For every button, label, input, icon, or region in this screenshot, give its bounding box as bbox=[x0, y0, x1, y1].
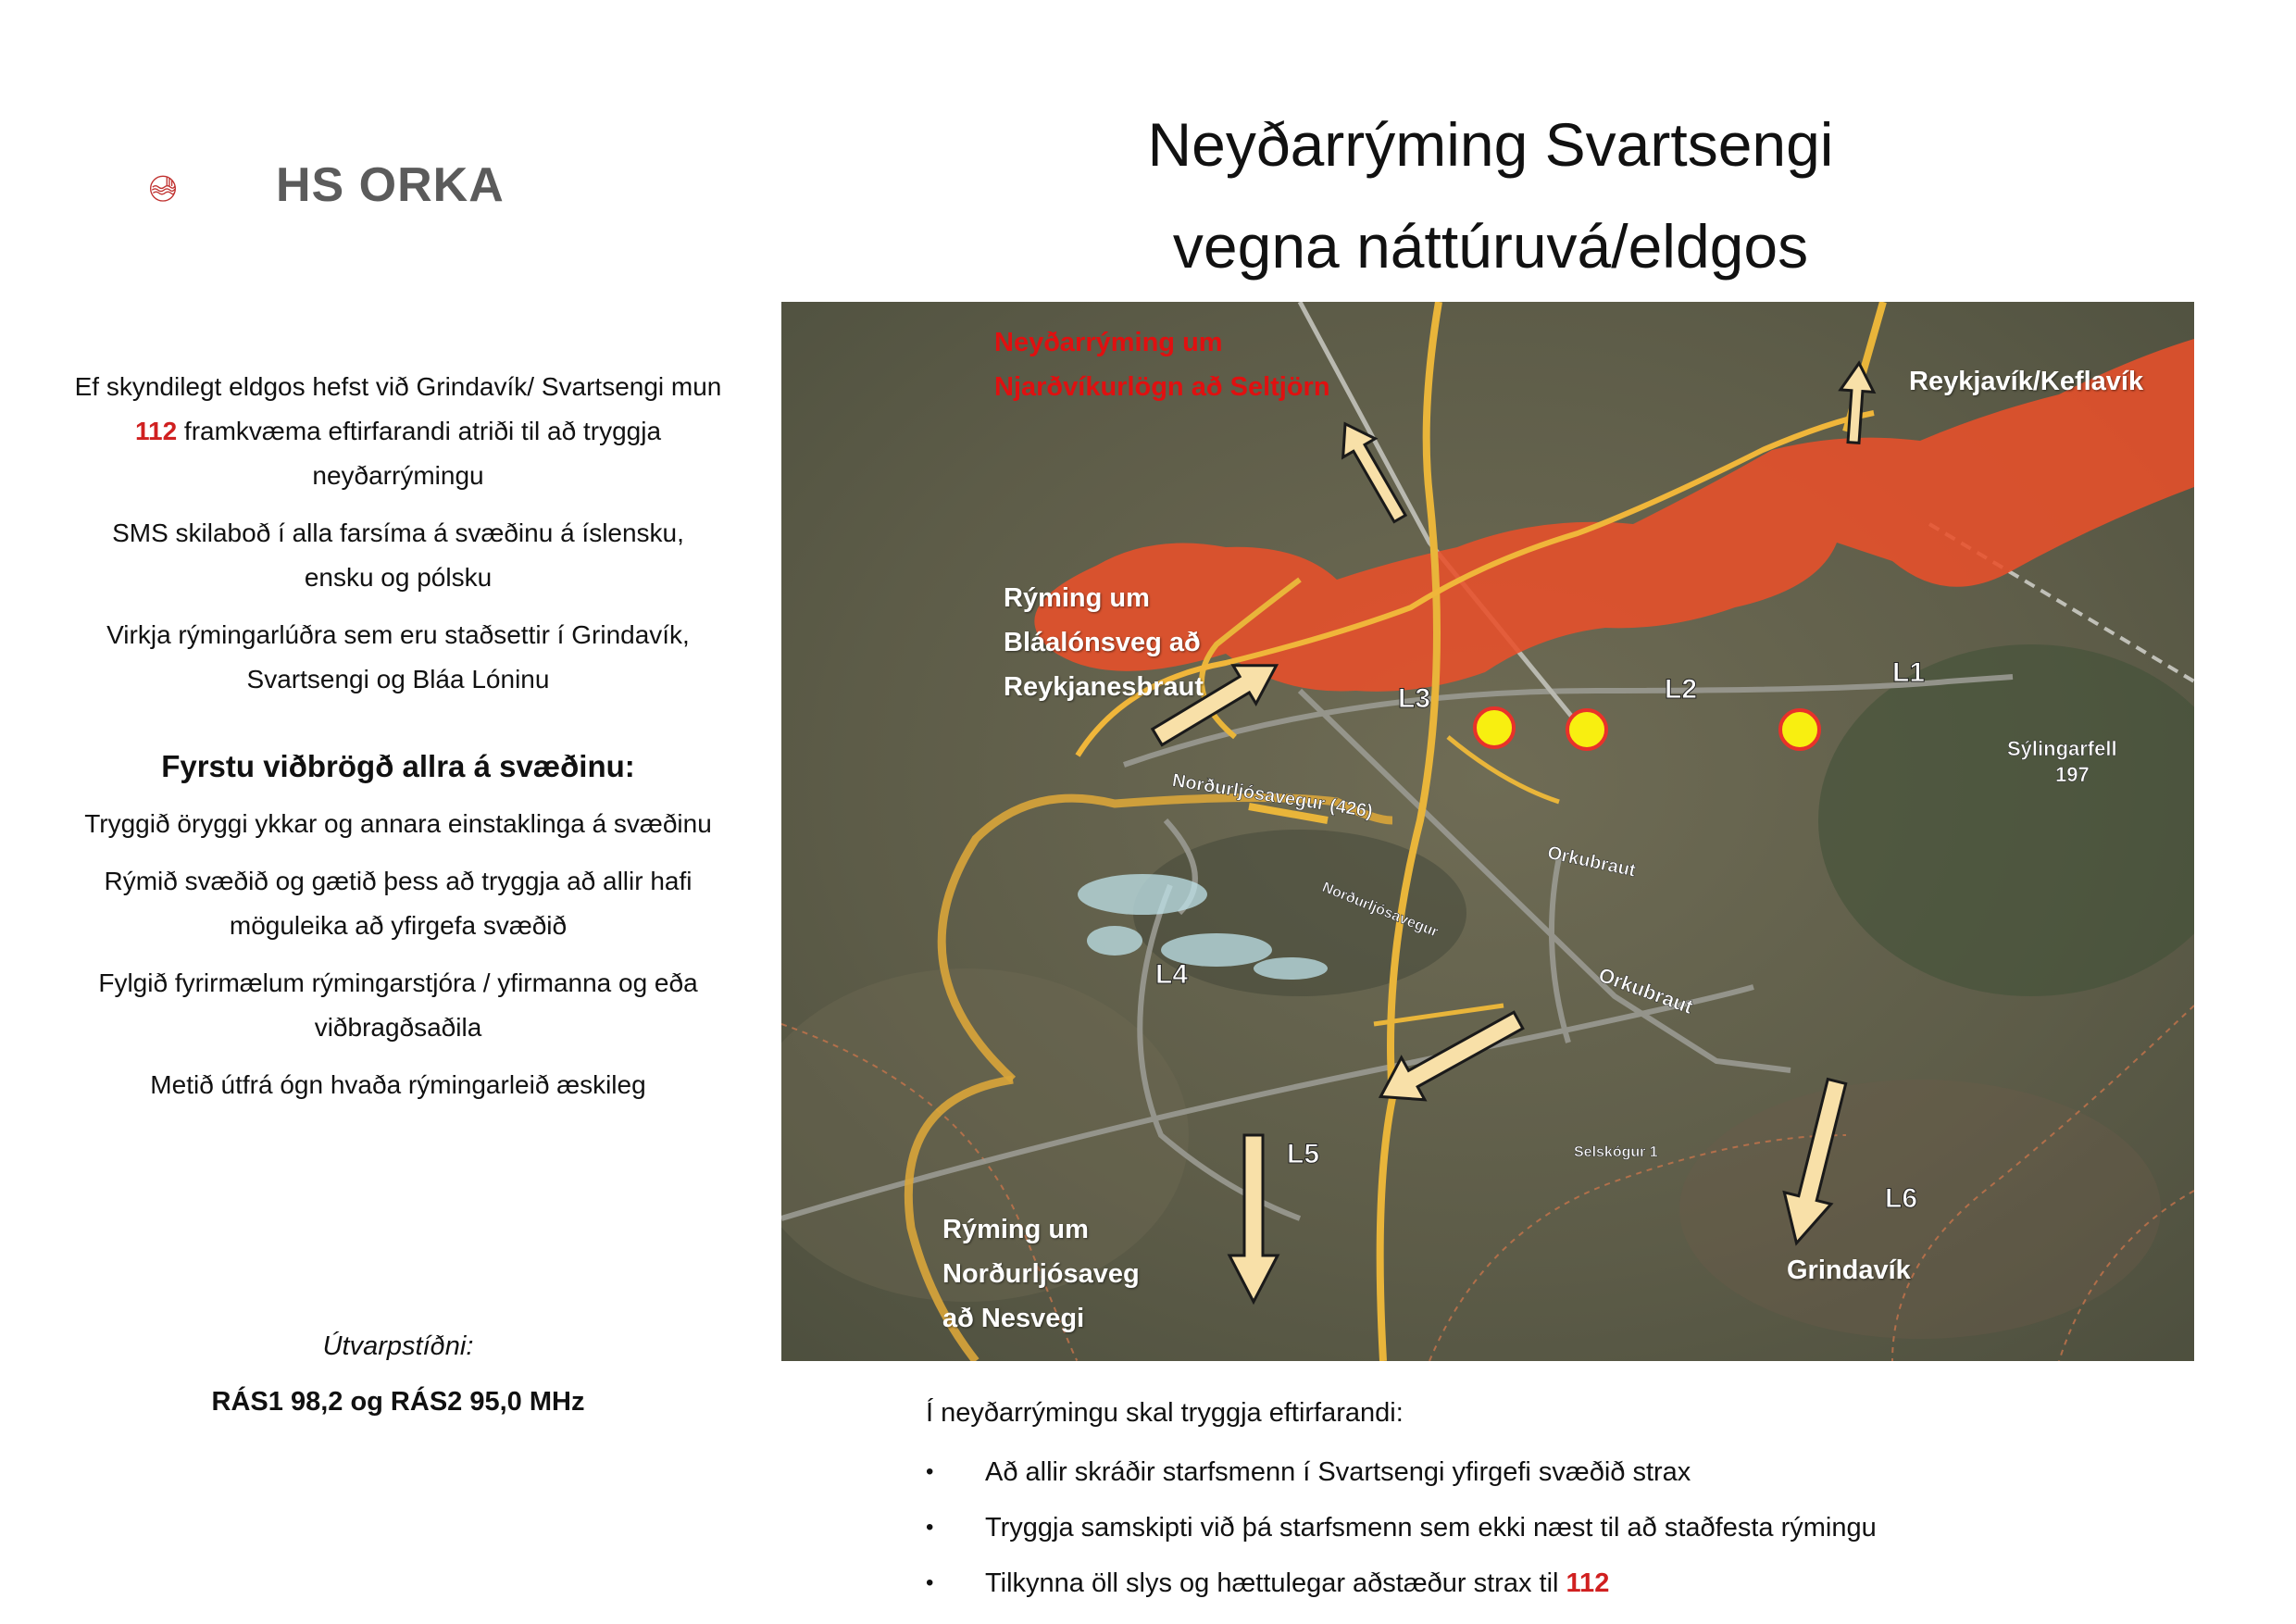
assembly-marker bbox=[1780, 710, 1819, 749]
intro-paragraph-3: Virkja rýmingarlúðra sem eru staðsettir í Grindavík, Svartsengi og Bláa Lóninu bbox=[106, 620, 690, 693]
map-label-line: Norðurljósaveg bbox=[942, 1259, 1140, 1289]
mountain-height: 197 bbox=[2055, 763, 2090, 786]
intro-paragraph-1: Ef skyndilegt eldgos hefst við Grindavík/ Svartsengi mun 112 framkvæma eftirfarandi atriði til að tryggja neyðarrýmingu bbox=[74, 372, 722, 490]
map-label-line: Njarðvíkurlögn að Seltjörn bbox=[994, 372, 1330, 402]
route-code-l1: L1 bbox=[1892, 657, 1926, 688]
map-label-nordurljosa bbox=[942, 1207, 1140, 1341]
route-code-l6: L6 bbox=[1885, 1183, 1918, 1214]
route-code-l3: L3 bbox=[1398, 683, 1431, 714]
map-label-emergency bbox=[994, 320, 1330, 409]
assembly-marker bbox=[1475, 708, 1514, 747]
bullet-item: • Tilkynna öll slys og hættulegar aðstæður strax til 112 bbox=[926, 1561, 1877, 1617]
page-title-line1: Neyðarrýming Svartsengi bbox=[1147, 110, 1834, 179]
evacuation-map bbox=[781, 302, 2194, 1361]
radio-label: Útvarpstíðni: bbox=[322, 1331, 474, 1361]
road-name-nordurljosavegur-426: Norðurljósavegur (426) bbox=[1170, 770, 1375, 822]
mountain-name: Sýlingarfell bbox=[2007, 737, 2117, 760]
page-title-line2: vegna náttúruvá/eldgos bbox=[1172, 212, 1809, 281]
first-response-item: Metið útfrá ógn hvaða rýmingarleið æskileg bbox=[150, 1070, 646, 1099]
bottom-bullets bbox=[926, 1450, 1877, 1617]
map-label-grindavik: Grindavík bbox=[1787, 1255, 1911, 1285]
route-code-l2: L2 bbox=[1665, 674, 1698, 705]
road-name-orkubraut-south: Orkubraut bbox=[1595, 963, 1696, 1018]
intro-paragraph-2: SMS skilaboð í alla farsíma á svæðinu á íslensku, ensku og pólsku bbox=[112, 518, 684, 592]
map-label-line: Rýming um bbox=[1004, 583, 1150, 613]
assembly-marker bbox=[1567, 710, 1606, 749]
map-label-line: Neyðarrýming um bbox=[994, 328, 1223, 357]
map-label-line: að Nesvegi bbox=[942, 1304, 1085, 1333]
farm-name: Selskógur 1 bbox=[1574, 1144, 1658, 1160]
map-label-reykjavik: Reykjavík/Keflavík bbox=[1909, 367, 2144, 396]
map-label-line: Bláalónsveg að bbox=[1004, 628, 1201, 657]
terrain-patch bbox=[1679, 1080, 2161, 1339]
road-name-orkubraut: Orkubraut bbox=[1545, 843, 1638, 881]
first-response-item: Tryggið öryggi ykkar og annara einstaklinga á svæðinu bbox=[84, 809, 712, 838]
radio-frequencies: RÁS1 98,2 og RÁS2 95,0 MHz bbox=[211, 1387, 585, 1417]
route-code-l4: L4 bbox=[1155, 959, 1189, 990]
intro-section bbox=[74, 365, 722, 1120]
map-label-line: Reykjanesbraut bbox=[1004, 672, 1204, 702]
first-response-item: Fylgið fyrirmælum rýmingarstjóra / yfirmanna og eða viðbragðsaðila bbox=[98, 968, 698, 1042]
road-name-nordurljosavegur: Norðurljósavegur bbox=[1319, 880, 1441, 941]
map-label-blaalon bbox=[1004, 576, 1204, 709]
hs-orka-logo bbox=[148, 130, 259, 250]
map-canvas bbox=[781, 302, 2194, 1361]
bullet-item: • Tryggja samskipti við þá starfsmenn sem ekki næst til að staðfesta rýmingu bbox=[926, 1505, 1877, 1561]
bottom-lead: Í neyðarrýmingu skal tryggja eftirfarandi: bbox=[926, 1398, 1404, 1428]
first-response-item: Rýmið svæðið og gætið þess að tryggja að allir hafi möguleika að yfirgefa svæðið bbox=[104, 867, 693, 940]
route-code-l5: L5 bbox=[1287, 1139, 1320, 1169]
bullet-item: • Að allir skráðir starfsmenn í Svartsengi yfirgefi svæðið strax bbox=[926, 1450, 1877, 1505]
brand-name: HS ORKA bbox=[276, 158, 505, 212]
first-response-heading: Fyrstu viðbrögð allra á svæðinu: bbox=[161, 749, 635, 783]
map-label-line: Rýming um bbox=[942, 1215, 1089, 1244]
